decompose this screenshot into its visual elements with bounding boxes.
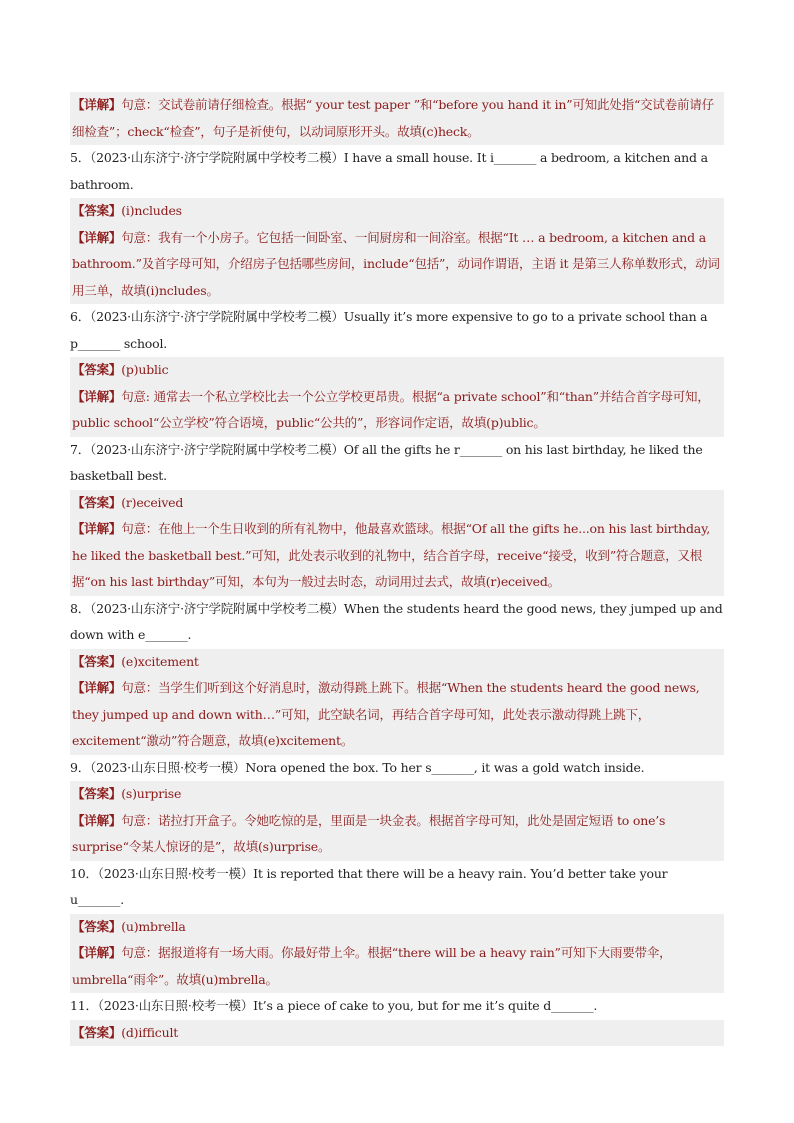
detail-text: 句意：诺拉打开盒子。令她吃惊的是，里面是一块金表。根据首字母可知，此处是固定短语 to one’s surprise“令某人惊讶的是”，故填(s)urprise。: [72, 812, 666, 854]
answer-tag: 【答案】: [72, 494, 122, 510]
answer-tag: 【答案】: [72, 918, 122, 934]
question-11: 11．（2023·山东日照·校考一模）It’s a piece of cake to you, but for me it’s quite d_______.: [70, 998, 598, 1013]
answer-text: (s)urprise: [121, 786, 182, 801]
answer-text: (r)eceived: [121, 494, 184, 510]
detail-text: 句意：在他上一个生日收到的所有礼物中，他最喜欢篮球。根据“Of all the gifts he...on his last birthday, he liked the basketball best.”可知，此处表示收到的礼物中，结合首字母，receive“接受，收到”符合题意，又根据“on his last birthday”可知，本句为一般过去时态，动词用过去式，故填(r)eceived。: [72, 521, 711, 589]
detail-block-8: [70, 675, 724, 755]
question-5: 5．（2023·山东济宁·济宁学院附属中学校考二模）I have a small house. It i_______ a bedroom, a kitchen and a bathroom.: [70, 150, 708, 192]
detail-tag: 【详解】: [72, 229, 122, 245]
answer-tag: 【答案】: [72, 203, 122, 218]
detail-tag: 【详解】: [72, 97, 122, 112]
answer-block-7: [70, 490, 724, 517]
detail-block-7: [70, 516, 724, 596]
question-10: 10．（2023·山东日照·校考一模）It is reported that there will be a heavy rain. You’d better take your u_______.: [70, 865, 668, 907]
question-7: 7．（2023·山东济宁·济宁学院附属中学校考二模）Of all the gifts he r_______ on his last birthday, he liked the basketball best.: [70, 441, 703, 483]
detail-block-4: [70, 92, 724, 145]
detail-text: 句意：当学生们听到这个好消息时，激动得跳上跳下。根据“When the students heard the good news, they jumped up and down with…”可知，此空缺名词，再结合首字母可知，此处表示激动得跳上跳下，excitement“激动”符合题意，故填(e)xcitement。: [72, 680, 700, 748]
question-8: 8．（2023·山东济宁·济宁学院附属中学校考二模）When the students heard the good news, they jumped up and down with e_______.: [70, 600, 723, 642]
answer-tag: 【答案】: [72, 786, 122, 801]
answer-block-5: [70, 198, 724, 225]
answer-text: (d)ifficult: [121, 1024, 179, 1040]
detail-text: 句意: 通常去一个私立学校比去一个公立学校更昂贵。根据“a private school”和“than”并结合首字母可知，public school“公立学校”符合语境，public“公共的”，形容词作定语，故填(p)ublic。: [72, 388, 710, 430]
detail-tag: 【详解】: [72, 521, 122, 536]
answer-text: (p)ublic: [121, 362, 169, 377]
answer-text: (i)ncludes: [121, 203, 182, 218]
worksheet-page: [70, 92, 724, 1046]
detail-tag: 【详解】: [72, 388, 122, 404]
answer-block-9: [70, 781, 724, 808]
answer-tag: 【答案】: [72, 653, 122, 669]
question-6: 6．（2023·山东济宁·济宁学院附属中学校考二模）Usually it’s more expensive to go to a private school than a p_______ school.: [70, 309, 708, 351]
detail-block-10: [70, 940, 724, 993]
answer-text: (e)xcitement: [121, 653, 199, 669]
detail-block-9: [70, 808, 724, 861]
detail-block-5: [70, 225, 724, 305]
detail-tag: 【详解】: [72, 812, 122, 828]
answer-block-10: [70, 914, 724, 941]
answer-text: (u)mbrella: [121, 918, 186, 934]
answer-block-6: [70, 357, 724, 384]
detail-text: 句意：据报道将有一场大雨。你最好带上伞。根据“there will be a heavy rain”可知下大雨要带伞，umbrella“雨伞”。故填(u)mbrella。: [72, 945, 672, 987]
answer-tag: 【答案】: [72, 362, 122, 377]
detail-tag: 【详解】: [72, 680, 122, 695]
detail-text: 句意：交试卷前请仔细检查。根据“ your test paper ”和“before you hand it in”可知此处指“交试卷前请仔细检查”；check“检查”，句子是祈使句，以动词原形开头。故填(c)heck。: [72, 97, 714, 139]
detail-tag: 【详解】: [72, 945, 122, 960]
answer-block-8: [70, 649, 724, 676]
answer-block-11: [70, 1020, 724, 1047]
detail-block-6: [70, 384, 724, 437]
question-9: 9．（2023·山东日照·校考一模）Nora opened the box. To her s_______, it was a gold watch inside.: [70, 759, 645, 775]
answer-tag: 【答案】: [72, 1024, 122, 1040]
detail-text: 句意：我有一个小房子。它包括一间卧室、一间厨房和一间浴室。根据“It … a bedroom, a kitchen and a bathroom.”及首字母可知，介绍房子包括哪些房间，include“包括”，动词作谓语，主语 it 是第三人称单数形式，动词用三单，故填(i)ncludes。: [72, 229, 720, 298]
